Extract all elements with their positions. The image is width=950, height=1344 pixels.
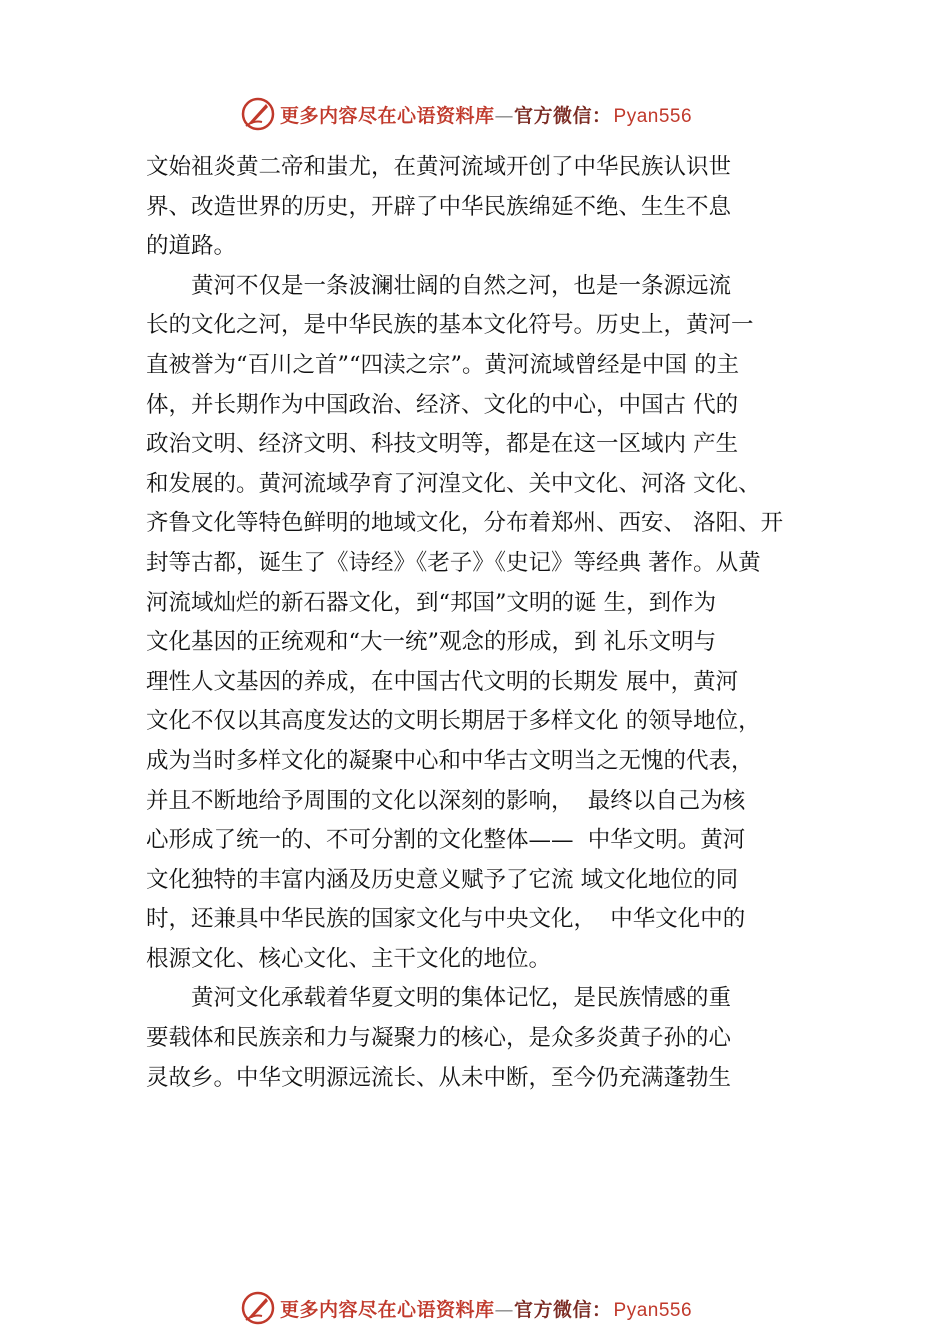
watermark-main-text: 更多内容尽在心语资料库 bbox=[280, 104, 495, 127]
watermark-sub-text: 官方微信： bbox=[514, 104, 612, 127]
text-line: 齐鲁文化等特色鲜明的地域文化，分布着郑州、西安、 洛阳、开 bbox=[146, 510, 784, 537]
text-line: 要载体和民族亲和力与凝聚力的核心，是众多炎黄子孙的心 bbox=[146, 1025, 732, 1052]
text-line: 黄河文化承载着华夏文明的集体记忆，是民族情感的重 bbox=[146, 985, 732, 1012]
watermark-wechat-id: Pyan556 bbox=[613, 105, 693, 127]
paragraph bbox=[146, 148, 836, 267]
text-line: 文化独特的丰富内涵及历史意义赋予了它流 域文化地位的同 bbox=[146, 866, 739, 893]
text-line: 长的文化之河，是中华民族的基本文化符号。历史上，黄河一 bbox=[146, 312, 754, 339]
text-line: 体，并长期作为中国政治、经济、文化的中心，中国古 代的 bbox=[146, 391, 739, 418]
quill-seal-icon bbox=[240, 1290, 276, 1326]
text-line: 黄河不仅是一条波澜壮阔的自然之河，也是一条源远流 bbox=[146, 272, 732, 299]
text-line: 文始祖炎黄二帝和蚩尤，在黄河流域开创了中华民族认识世 bbox=[146, 154, 732, 180]
text-line: 界、改造世界的历史，开辟了中华民族绵延不绝、生生不息 bbox=[146, 193, 732, 220]
text-line: 和发展的。黄河流域孕育了河湟文化、关中文化、河洛 文化、 bbox=[146, 470, 761, 497]
text-line: 并且不断地给予周围的文化以深刻的影响， 最终以自己为核 bbox=[146, 787, 746, 814]
text-line: 直被誉为“百川之首”“四渎之宗”。黄河流域曾经是中国 的主 bbox=[146, 351, 740, 378]
text-line: 文化不仅以其高度发达的文明长期居于多样文化 的领导地位， bbox=[146, 708, 761, 735]
watermark-dash: — bbox=[494, 104, 515, 127]
text-line: 成为当时多样文化的凝聚中心和中华古文明当之无愧的代表， bbox=[146, 747, 754, 774]
document-body bbox=[146, 148, 836, 1098]
header-watermark bbox=[240, 94, 760, 134]
text-line: 心形成了统一的、不可分割的文化整体—— 中华文明。黄河 bbox=[146, 827, 746, 854]
text-line: 文化基因的正统观和“大一统”观念的形成，到 礼乐文明与 bbox=[146, 629, 717, 656]
paragraph bbox=[146, 979, 836, 1098]
text-line: 根源文化、核心文化、主干文化的地位。 bbox=[146, 945, 552, 972]
watermark-sub-text: 官方微信： bbox=[514, 1298, 612, 1321]
watermark-wechat-id: Pyan556 bbox=[613, 1299, 693, 1321]
text-line: 封等古都，诞生了《诗经》《老子》《史记》等经典 著作。从黄 bbox=[146, 549, 761, 576]
quill-seal-icon bbox=[240, 96, 276, 132]
text-line: 时，还兼具中华民族的国家文化与中央文化， 中华文化中的 bbox=[146, 906, 746, 933]
watermark-main-text: 更多内容尽在心语资料库 bbox=[280, 1298, 495, 1321]
text-line: 的道路。 bbox=[146, 233, 237, 260]
text-line: 灵故乡。中华文明源远流长、从未中断，至今仍充满蓬勃生 bbox=[146, 1064, 732, 1091]
text-line: 河流域灿烂的新石器文化，到“邦国”文明的诞 生，到作为 bbox=[146, 589, 717, 616]
watermark-dash: — bbox=[494, 1298, 515, 1321]
text-line: 理性人文基因的养成，在中国古代文明的长期发 展中，黄河 bbox=[146, 668, 739, 695]
text-line: 政治文明、经济文明、科技文明等，都是在这一区域内 产生 bbox=[146, 431, 739, 458]
footer-watermark bbox=[240, 1288, 760, 1328]
paragraph bbox=[146, 267, 836, 980]
